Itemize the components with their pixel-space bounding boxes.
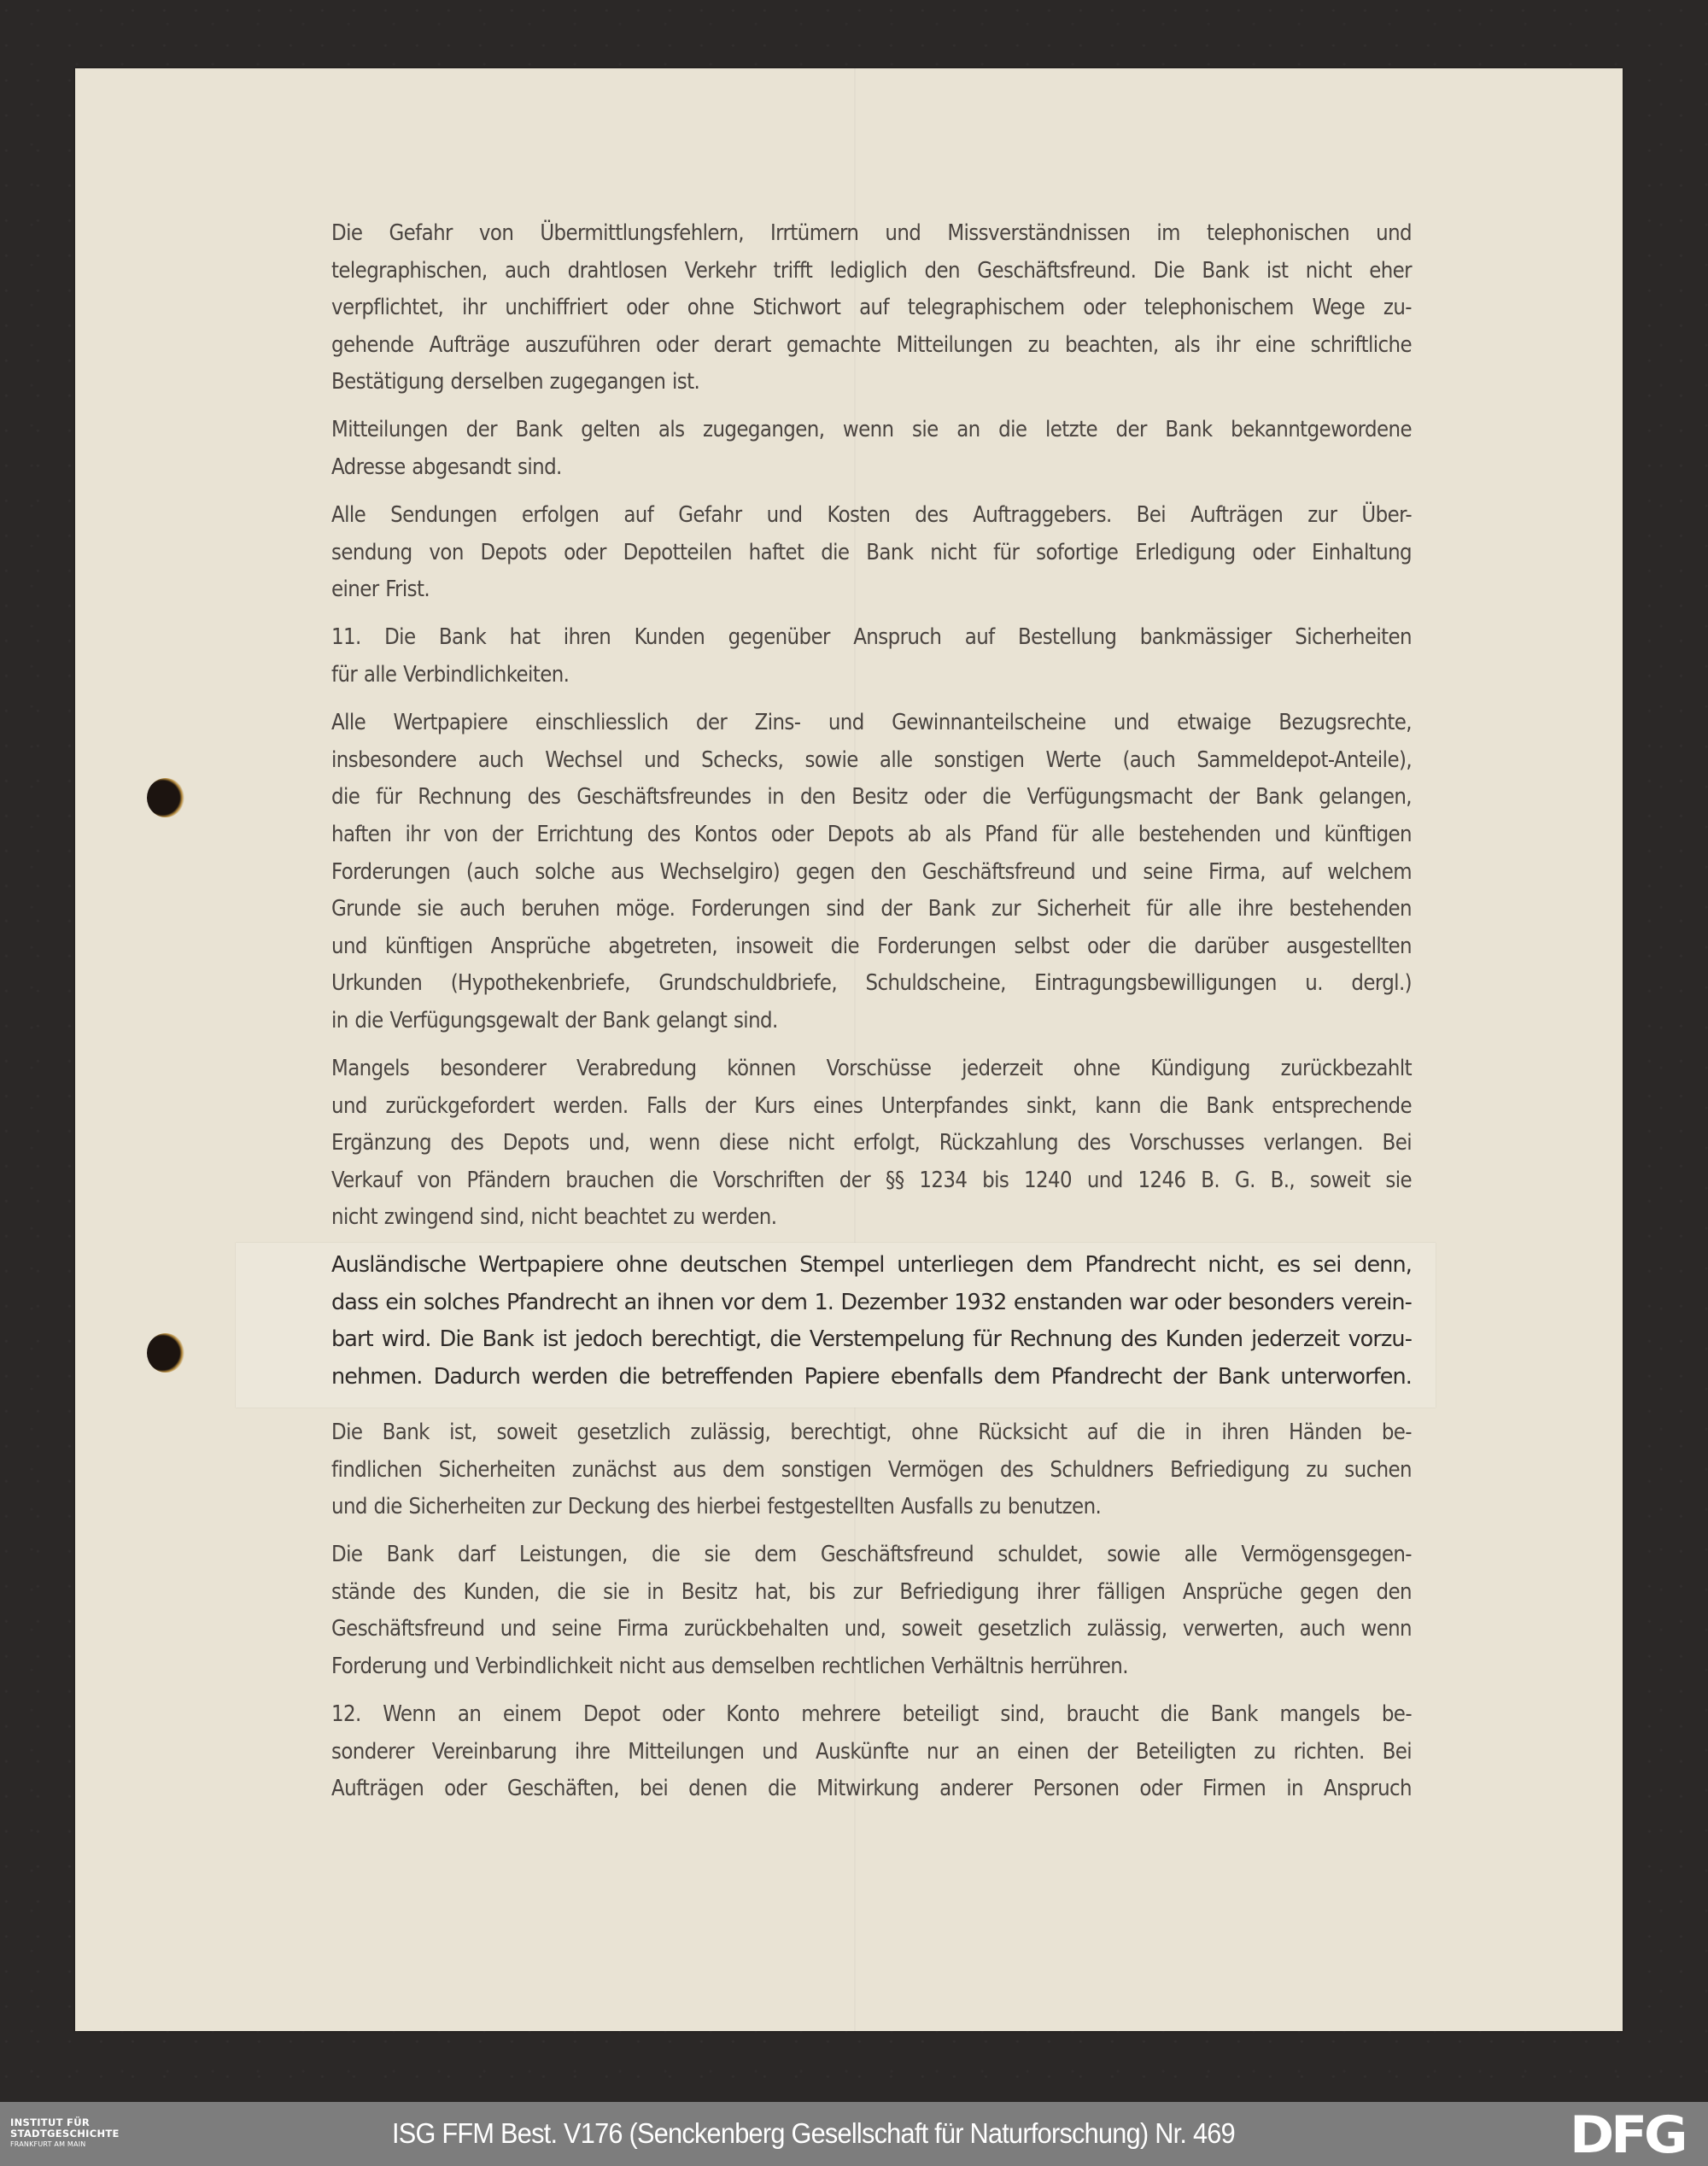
text-line: haften ihr von der Errichtung des Kontos oder Depots ab als Pfand für alle bestehenden und künftigen [331,821,1412,847]
text-line: Verkauf von Pfändern brauchen die Vorschriften der §§ 1234 bis 1240 und 1246 B. G. B., soweit sie [331,1167,1412,1193]
paragraph-section-12 [266,1696,1412,1808]
text-line: gehende Aufträge auszuführen oder derart gemachte Mitteilungen zu beachten, als ihr eine schriftliche [331,331,1412,358]
text-line: findlichen Sicherheiten zunächst aus dem sonstigen Vermögen des Schuldners Befriedigung zu suchen [331,1456,1412,1483]
punch-hole-upper [147,778,184,817]
text-line: Adresse abgesandt sind. [331,454,562,481]
text-line: Die Gefahr von Übermittlungsfehlern, Irrtümern und Missverständnissen im telephonischen und [331,220,1412,246]
text-line: die für Rechnung des Geschäftsfreundes in den Besitz oder die Verfügungsmacht der Bank gelangen, [331,784,1412,811]
text-line: stände des Kunden, die sie in Besitz hat, bis zur Befriedigung ihrer fälligen Ansprüche gegen den [331,1578,1412,1605]
text-line: Ausländische Wertpapiere ohne deutschen Stempel unterliegen dem Pfandrecht nicht, es sei denn, [331,1252,1412,1278]
text-line: Die Bank darf Leistungen, die sie dem Geschäftsfreund schuldet, sowie alle Vermögensgegen- [331,1542,1412,1568]
text-line: Ergänzung des Depots und, wenn diese nicht erfolgt, Rückzahlung des Vorschusses verlangen. Bei [331,1130,1412,1156]
text-line: einer Frist. [331,577,430,603]
text-line: und künftigen Ansprüche abgetreten, insoweit die Forderungen selbst oder die darüber ausgestellten [331,933,1412,959]
archive-reference-title: ISG FFM Best. V176 (Senckenberg Gesellschaft für Naturforschung) Nr. 469 [392,2117,1235,2149]
document-body-continued [266,1414,1412,1818]
text-line: nicht zwingend sind, nicht beachtet zu werden. [331,1204,777,1231]
paragraph [266,1051,1412,1237]
text-line: sonderer Vereinbarung ihre Mitteilungen und Auskünfte nur an einen der Beteiligten zu richten. Bei [331,1738,1412,1765]
text-line: dass ein solches Pfandrecht an ihnen vor dem 1. Dezember 1932 enstanden war oder besonders verein- [331,1289,1412,1315]
text-line: Forderung und Verbindlichkeit nicht aus demselben rechtlichen Verhältnis herrühren. [331,1654,1128,1680]
amendment-paragraph [266,1247,1412,1396]
paragraph [266,215,1412,401]
text-line: Die Bank ist, soweit gesetzlich zulässig, berechtigt, ohne Rücksicht auf die in ihren Händen be- [331,1420,1412,1445]
text-line: telegraphischen, auch drahtlosen Verkehr trifft lediglich den Geschäftsfreund. Die Bank ist nicht eher [331,257,1412,284]
text-line: sendung von Depots oder Depotteilen haftet die Bank nicht für sofortige Erledigung oder Einhaltung [331,539,1412,565]
text-line: in die Verfügungsgewalt der Bank gelangt sind. [331,1007,778,1033]
text-line: nehmen. Dadurch werden die betreffenden Papiere ebenfalls dem Pfandrecht der Bank unterworfen. [331,1363,1412,1390]
text-line: Alle Wertpapiere einschliesslich der Zins- und Gewinnanteilscheine und etwaige Bezugsrechte, [331,710,1412,736]
logo-line: FRANKFURT AM MAIN [10,2140,86,2148]
text-line: verpflichtet, ihr unchiffriert oder ohne Stichwort auf telegraphischem oder telephonischem Wege zu- [331,295,1412,321]
text-line: für alle Verbindlichkeiten. [331,662,570,688]
text-line: Mitteilungen der Bank gelten als zugegangen, wenn sie an die letzte der Bank bekanntgewordene [331,417,1412,443]
logo-line: STADTGESCHICHTE [10,2128,120,2140]
text-line: Alle Sendungen erfolgen auf Gefahr und Kosten des Auftraggebers. Bei Aufträgen zur Über- [331,502,1412,529]
text-line: bart wird. Die Bank ist jedoch berechtigt, die Verstempelung für Rechnung des Kunden jederzeit vorzu- [331,1326,1412,1353]
text-line: Urkunden (Hypothekenbriefe, Grundschuldbriefe, Schuldscheine, Eintragungsbewilligungen u. dergl.) [331,970,1412,997]
document-body [266,215,1412,1247]
paragraph [266,1414,1412,1526]
text-line: insbesondere auch Wechsel und Schecks, sowie alle sonstigen Werte (auch Sammeldepot-Anteile), [331,746,1412,773]
paragraph-section-11 [266,619,1412,694]
text-line: und die Sicherheiten zur Deckung des hierbei festgestellten Ausfalls zu benutzen. [331,1494,1102,1520]
dfg-logo: DFG [1570,2105,1685,2165]
text-line: 11. Die Bank hat ihren Kunden gegenüber Anspruch auf Bestellung bankmässiger Sicherheiten [331,624,1412,651]
paragraph [266,1537,1412,1685]
text-line: Bestätigung derselben zugegangen ist. [331,369,700,395]
text-line: Aufträgen oder Geschäften, bei denen die Mitwirkung anderer Personen oder Firmen in Anspruch [331,1776,1412,1802]
paragraph [266,705,1412,1039]
logo-line: INSTITUT FÜR [10,2116,90,2128]
text-line: Grunde sie auch beruhen möge. Forderungen sind der Bank zur Sicherheit für alle ihre bestehenden [331,896,1412,922]
text-line: Geschäftsfreund und seine Firma zurückbehalten und, soweit gesetzlich zulässig, verwerten, auch wenn [331,1616,1412,1642]
paragraph [266,497,1412,609]
text-line: und zurückgefordert werden. Falls der Kurs eines Unterpfandes sinkt, kann die Bank entsprechende [331,1092,1412,1119]
text-line: Mangels besonderer Verabredung können Vorschüsse jederzeit ohne Kündigung zurückbezahlt [331,1055,1412,1081]
text-line: 12. Wenn an einem Depot oder Konto mehrere beteiligt sind, braucht die Bank mangels be- [331,1701,1412,1728]
text-line: Forderungen (auch solche aus Wechselgiro) gegen den Geschäftsfreund und seine Firma, auf welchem [331,858,1412,885]
isg-institution-logo [10,2117,120,2149]
paragraph [266,412,1412,486]
punch-hole-lower [147,1333,184,1373]
